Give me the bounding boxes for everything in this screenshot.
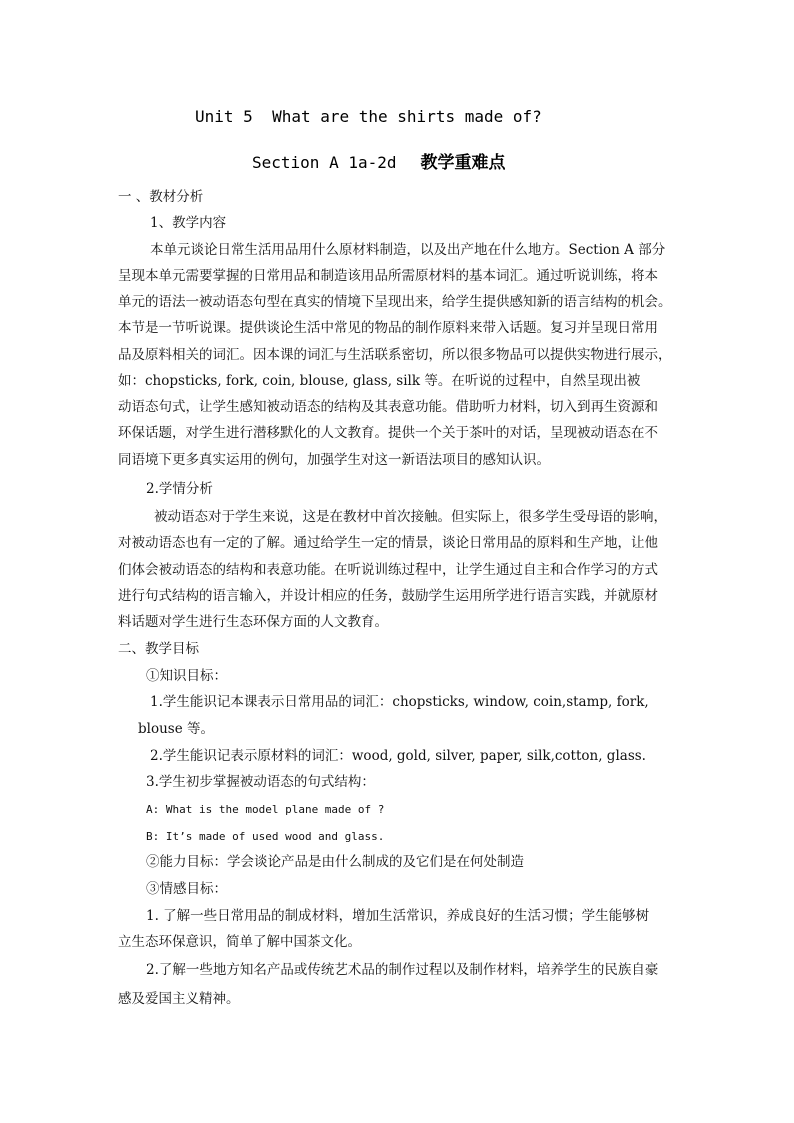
section-title-cn: 教学重难点 [420,153,506,173]
paragraph-line: 单元的语法一被动语态句型在真实的情境下呈现出来，给学生提供感知新的语言结构的机会。 [118,294,672,310]
emotion-item-1: 1. 了解一些日常用品的制成材料，增加生活常识，养成良好的生活习惯；学生能够树 [146,908,650,924]
knowledge-item-1-cont: blouse 等。 [138,721,214,737]
paragraph-line: 同语境下更多真实运用的例句，加强学生对这一新语法项目的感知认识。 [118,452,550,468]
ability-goal: ②能力目标：学会谈论产品是由什么制成的及它们是在何处制造 [146,854,524,870]
knowledge-item-2: 2.学生能识记表示原材料的词汇：wood, gold, silver, paper, silk,cotton, glass. [150,748,646,764]
paragraph-line: 呈现本单元需要掌握的日常用品和制造该用品所需原材料的基本词汇。通过听说训练，将本 [118,268,658,284]
subheading-teaching-content: 1、教学内容 [150,215,227,231]
emotion-item-2: 2.了解一些地方知名产品或传统艺术品的制作过程以及制作材料，培养学生的民族自豪 [146,962,659,978]
subheading-knowledge-goals: ①知识目标： [146,668,227,684]
dialog-answer: B: It’s made of used wood and glass. [146,830,385,843]
emotion-item-2-cont: 感及爱国主义精神。 [118,991,240,1007]
section-title [252,148,506,173]
unit-title: Unit 5 What are the shirts made of? [195,107,542,126]
paragraph-line: 本节是一节听说课。提供谈论生活中常见的物品的制作原料来带入话题。复习并呈现日常用 [118,320,658,336]
paragraph-line: 动语态句式，让学生感知被动语态的结构及其表意功能。借助听力材料，切入到再生资源和 [118,399,658,415]
paragraph-line: 被动语态对于学生来说，这是在教材中首次接触。但实际上，很多学生受母语的影响， [154,509,667,525]
paragraph-line: 对被动语态也有一定的了解。通过给学生一定的情景，谈论日常用品的原料和生产地，让他 [118,535,658,551]
paragraph-line: 品及原料相关的词汇。因本课的词汇与生活联系密切，所以很多物品可以提供实物进行展示， [118,347,672,363]
paragraph-line: 环保话题，对学生进行潜移默化的人文教育。提供一个关于茶叶的对话，呈现被动语态在不 [118,425,658,441]
emotion-item-1-cont: 立生态环保意识，简单了解中国茶文化。 [118,934,361,950]
heading-textbook-analysis: 一 、教材分析 [118,189,204,205]
dialog-question: A: What is the model plane made of ? [146,803,385,816]
paragraph-line: 们体会被动语态的结构和表意功能。在听说训练过程中，让学生通过自主和合作学习的方式 [118,562,658,578]
paragraph-line: 如：chopsticks, fork, coin, blouse, glass, silk 等。在听说的过程中，自然呈现出被 [118,373,641,389]
subheading-emotion-goals: ③情感目标： [146,881,227,897]
heading-teaching-objectives: 二、教学目标 [118,641,199,657]
knowledge-item-1: 1.学生能识记本课表示日常用品的词汇：chopsticks, window, coin,stamp, fork, [150,694,649,710]
knowledge-item-3: 3.学生初步掌握被动语态的句式结构： [146,774,375,790]
paragraph-line: 本单元谈论日常生活用品用什么原材料制造，以及出产地在什么地方。Section A 部分 [150,242,666,258]
subheading-student-analysis: 2.学情分析 [146,481,213,497]
paragraph-line: 进行句式结构的语言输入，并设计相应的任务，鼓励学生运用所学进行语言实践，并就原材 [118,588,658,604]
section-title-en: Section A 1a-2d [252,153,397,172]
paragraph-line: 料话题对学生进行生态环保方面的人文教育。 [118,614,388,630]
